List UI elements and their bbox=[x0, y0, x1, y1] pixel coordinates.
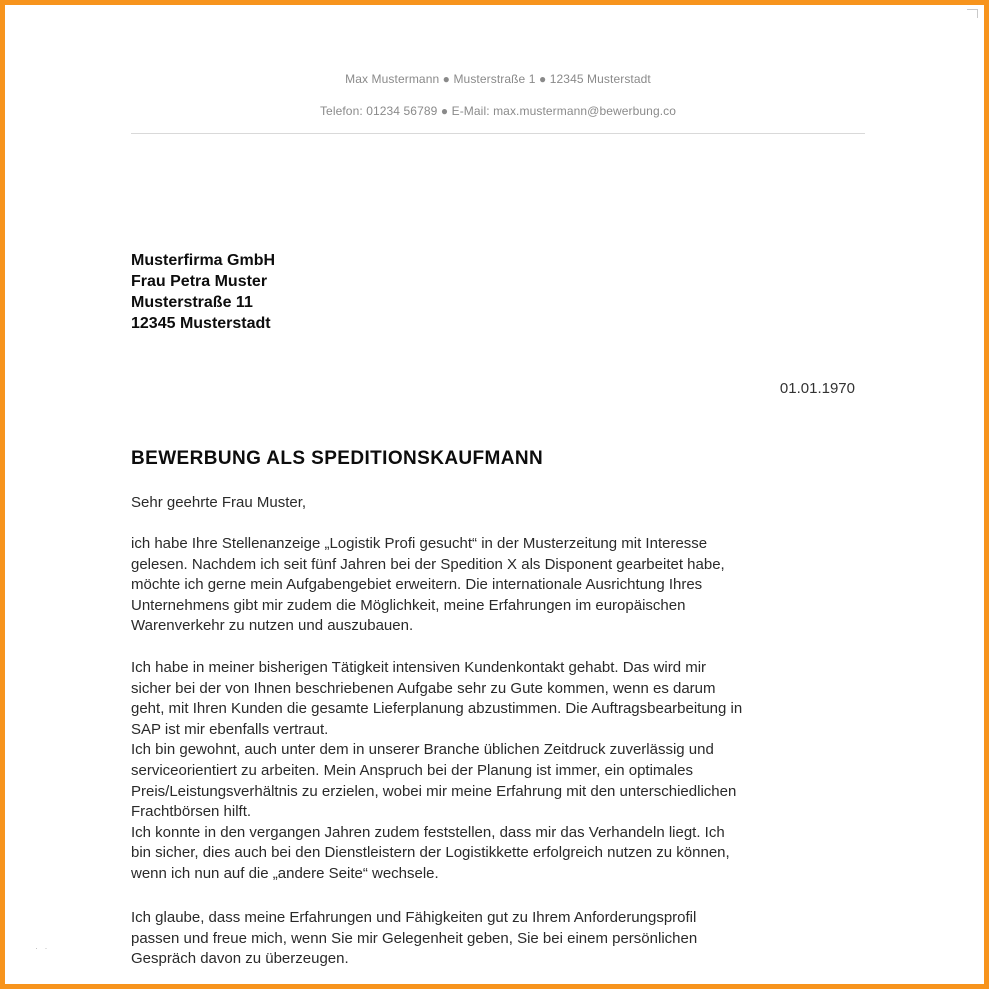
paragraph-line: Frachtbörsen hilft. bbox=[131, 803, 252, 821]
paragraph-line: Unternehmens gibt mir zudem die Möglichkeit, meine Erfahrungen im europäischen bbox=[131, 596, 686, 614]
paragraph-line: Ich habe in meiner bisherigen Tätigkeit intensiven Kundenkontakt gehabt. Das wird mir bbox=[131, 659, 707, 676]
corner-mark bbox=[967, 9, 978, 18]
letter-date: 01.01.1970 bbox=[779, 380, 855, 397]
paragraph-line: gelesen. Nachdem ich seit fünf Jahren bei der Spedition X als Disponent gearbeitet habe, bbox=[131, 555, 725, 573]
paragraph-line: Warenverkehr zu nutzen und auszubauen. bbox=[131, 617, 414, 635]
paragraph-experience bbox=[131, 658, 871, 885]
sender-contact-line: Telefon: 01234 56789 ● E-Mail: max.mustermann@bewerbung.co bbox=[319, 104, 677, 118]
recipient-company: Musterfirma GmbH bbox=[131, 252, 276, 269]
paragraph-line: sicher bei der von Ihnen beschriebenen Aufgabe sehr zu Gute kommen, wenn es darum bbox=[131, 679, 716, 697]
paragraph-intro bbox=[131, 534, 871, 637]
recipient-city: 12345 Musterstadt bbox=[131, 315, 271, 332]
paragraph-line: möchte ich gerne mein Aufgabengebiet erweitern. Die internationale Ausrichtung Ihres bbox=[131, 576, 703, 594]
salutation: Sehr geehrte Frau Muster, bbox=[131, 494, 307, 511]
paragraph-line: Ich konnte in den vergangen Jahren zudem feststellen, dass mir das Verhandeln liegt. Ich bbox=[131, 823, 725, 841]
paragraph-line: bin sicher, dies auch bei den Dienstleistern der Logistikkette erfolgreich nutzen zu können, bbox=[131, 844, 730, 862]
paragraph-line: Preis/Leistungsverhältnis zu erzielen, wobei mir meine Erfahrung mit den unterschiedlichen bbox=[131, 782, 737, 800]
header-divider bbox=[131, 133, 865, 134]
paragraph-line: SAP ist mir ebenfalls vertraut. bbox=[131, 720, 329, 738]
paragraph-line: serviceorientiert zu arbeiten. Mein Anspruch bei der Planung ist immer, ein optimales bbox=[131, 761, 693, 779]
scan-dots-decoration: · · bbox=[35, 943, 50, 953]
paragraph-line: Ich glaube, dass meine Erfahrungen und Fähigkeiten gut zu Ihrem Anforderungsprofil bbox=[131, 909, 697, 926]
paragraph-line: passen und freue mich, wenn Sie mir Gelegenheit geben, Sie bei einem persönlichen bbox=[131, 929, 698, 947]
paragraph-line: Ich bin gewohnt, auch unter dem in unserer Branche üblichen Zeitdruck zuverlässig und bbox=[131, 741, 714, 759]
paragraph-line: Gespräch davon zu überzeugen. bbox=[131, 950, 349, 968]
paragraph-line: wenn ich nun auf die „andere Seite“ wechsele. bbox=[131, 864, 439, 882]
paragraph-closing bbox=[131, 908, 871, 970]
recipient-street: Musterstraße 11 bbox=[131, 294, 253, 311]
paragraph-line: geht, mit Ihren Kunden die gesamte Lieferplanung abzustimmen. Die Auftragsbearbeitung in bbox=[131, 700, 743, 718]
letter-subject: BEWERBUNG ALS SPEDITIONSKAUFMANN bbox=[131, 448, 544, 469]
paragraph-line: ich habe Ihre Stellenanzeige „Logistik Profi gesucht“ in der Musterzeitung mit Interesse bbox=[131, 535, 708, 552]
recipient-address-block bbox=[131, 250, 275, 334]
sender-address-line: Max Mustermann ● Musterstraße 1 ● 12345 Musterstadt bbox=[345, 72, 651, 86]
recipient-person: Frau Petra Muster bbox=[131, 273, 268, 290]
